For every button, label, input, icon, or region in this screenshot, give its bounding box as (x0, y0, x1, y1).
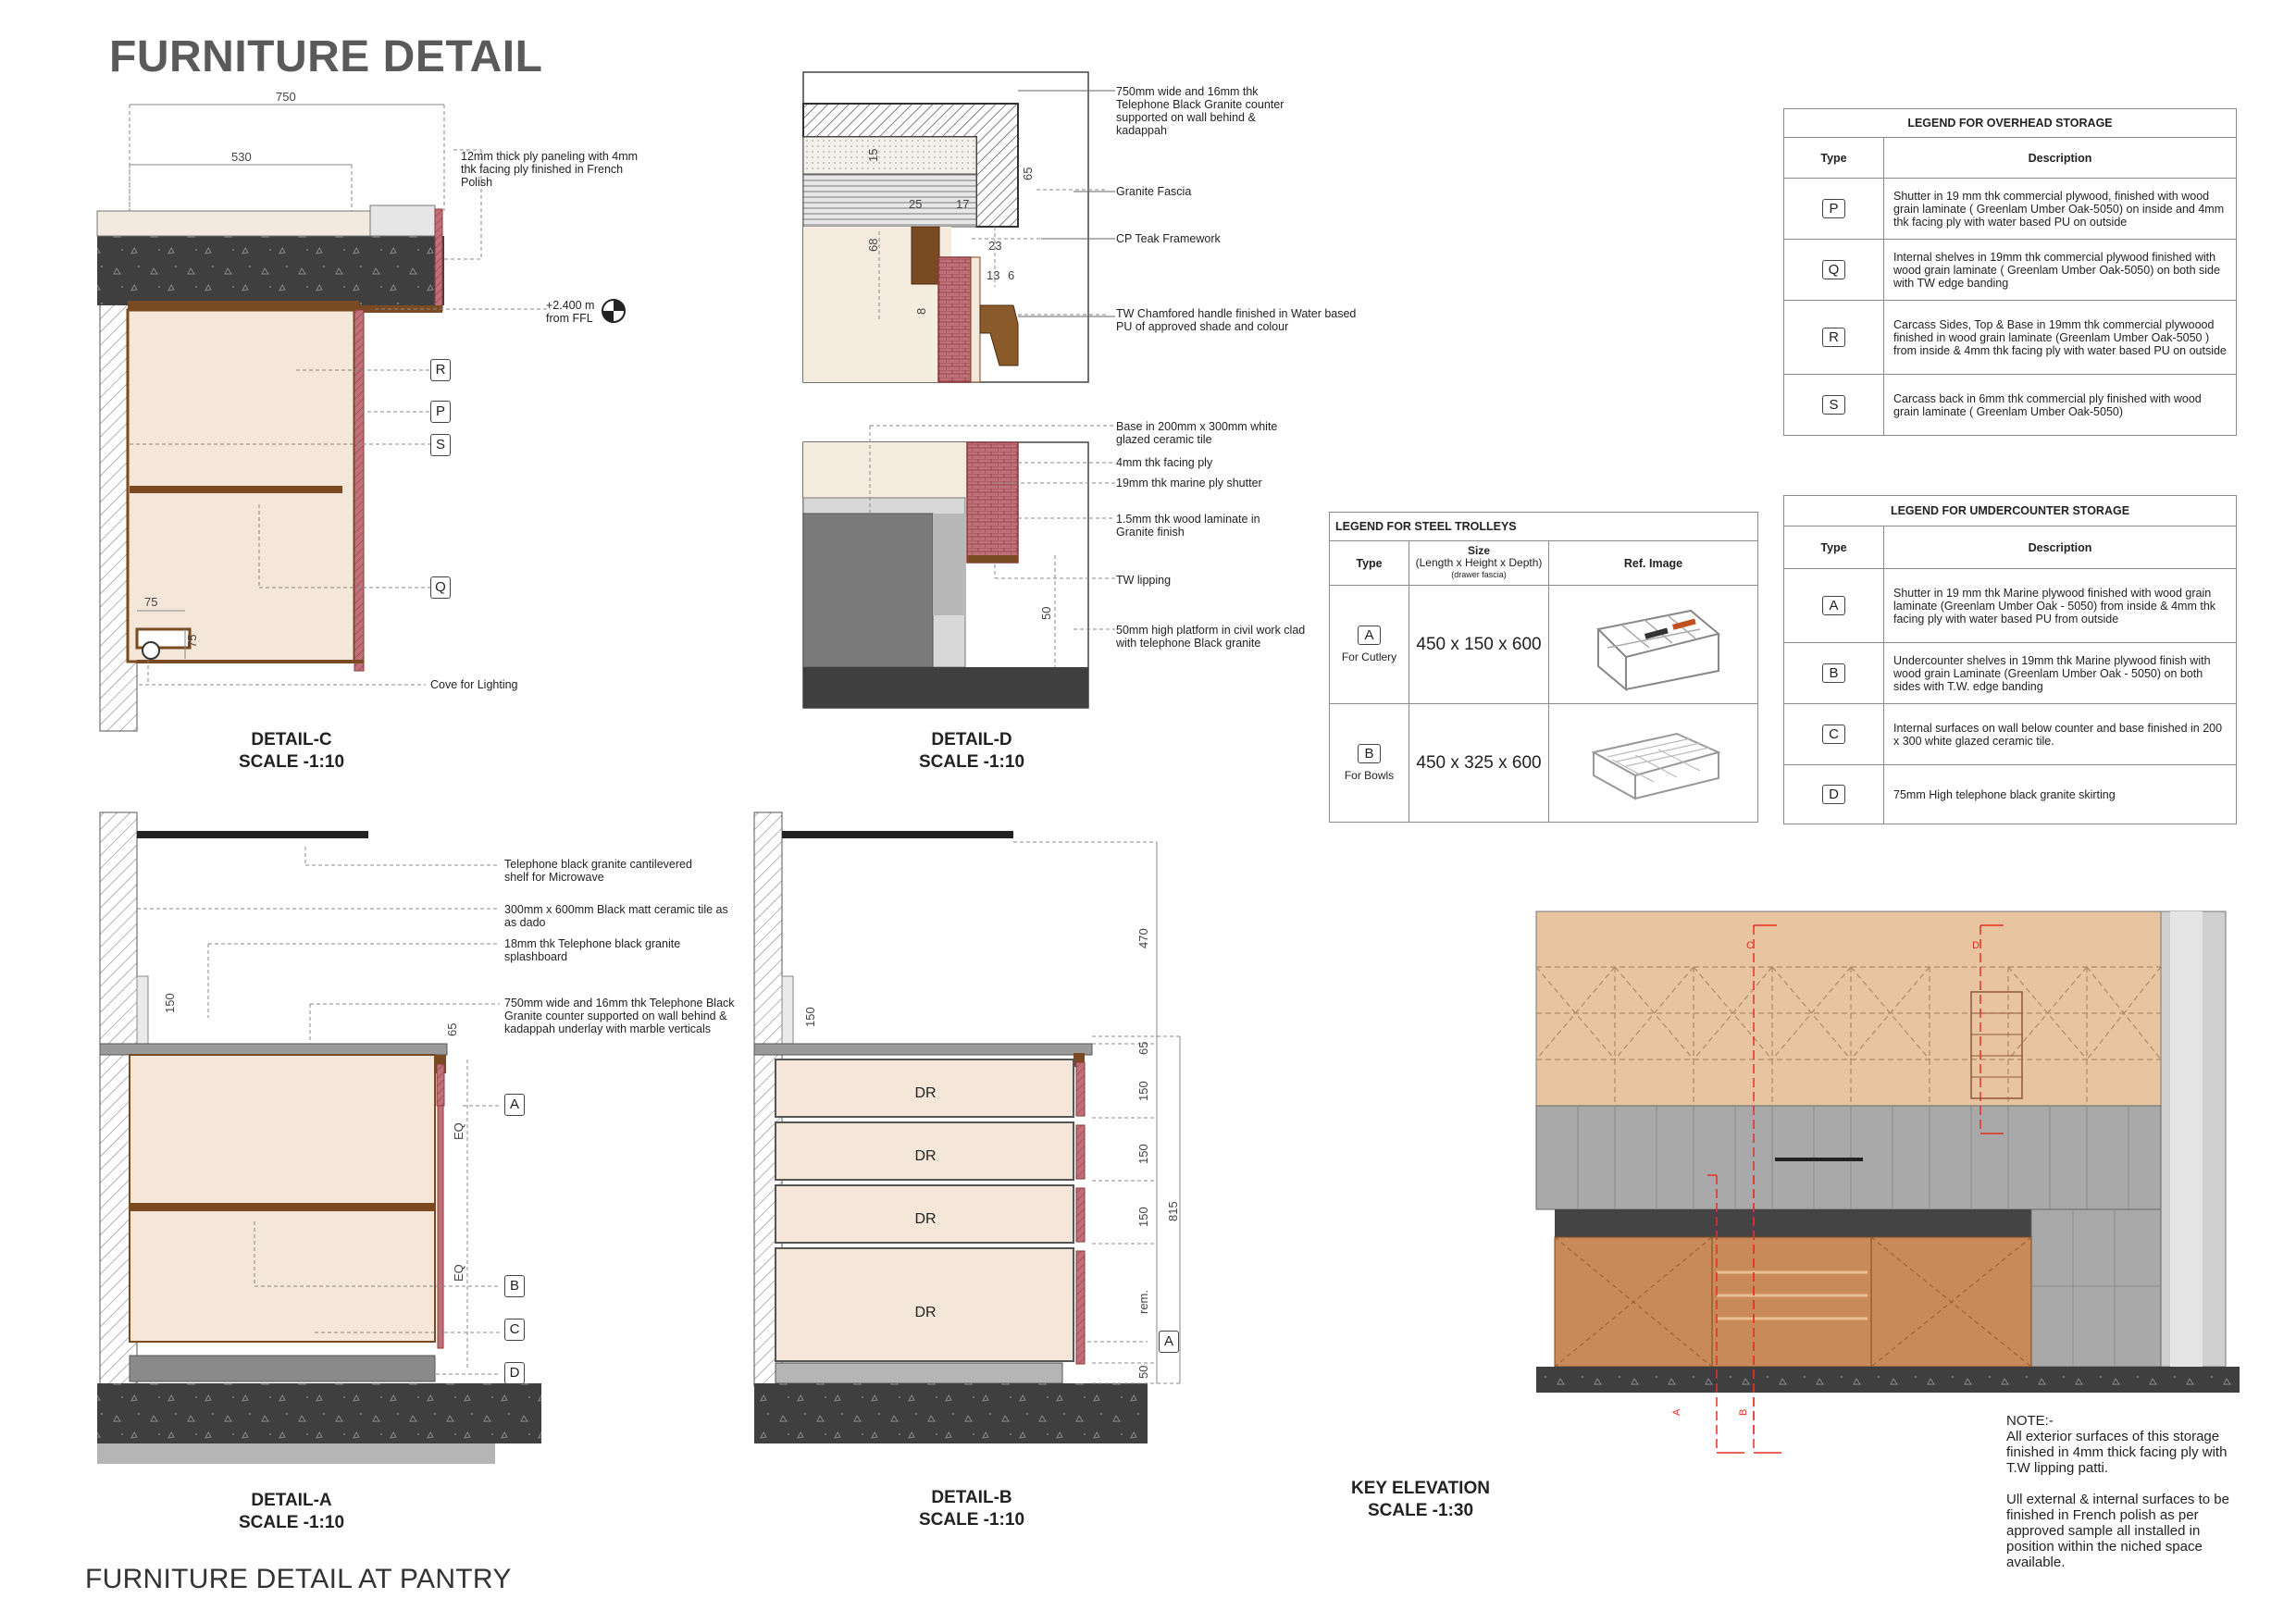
svg-text:50: 50 (1136, 1365, 1150, 1379)
svg-text:50: 50 (1039, 606, 1053, 620)
tag-r: R (430, 359, 451, 381)
drawer-label-3: DR (914, 1211, 937, 1227)
note-d-framework: CP Teak Framework (1116, 232, 1221, 245)
note-d-shutter: 19mm thk marine ply shutter (1116, 477, 1262, 489)
tag-q: Q (430, 576, 451, 599)
svg-text:470: 470 (1136, 928, 1150, 948)
microwave-shelf (137, 831, 368, 838)
dim-750: 750 (276, 90, 296, 104)
svg-text:rem.: rem. (1136, 1290, 1150, 1314)
caption-detail-a: DETAIL-A SCALE -1:10 (238, 1491, 345, 1532)
legend-undercounter: LEGEND FOR UMDERCOUNTER STORAGE Type Description A Shutter in 19 mm thk Marine plywood finished with wood grain laminate (Greenlam Umber Oak - 5050) from inside & 4mm thk facing ply with water based PU from outside B Undercounter shelves in 19mm thk Marine plywood finish with wood grain Laminate (Greenlam Umber Oak - 5050) on both sides with T.W. edge banding C Internal surfaces on wall below counter and base finished in 200 x 300 white glazed ceramic tile. D 75mm High telephone black granite skirting (1783, 495, 2237, 824)
drawer-label-2: DR (914, 1148, 937, 1164)
svg-text:65: 65 (1021, 167, 1035, 180)
caption-detail-c: DETAIL-C SCALE -1:10 (238, 730, 345, 772)
note-a-dado: 300mm x 600mm Black matt ceramic tile as as dado (504, 903, 728, 929)
note-d-fascia: Granite Fascia (1116, 185, 1192, 198)
section-mark-a: A (1671, 1408, 1682, 1416)
detail-c-shelf (130, 486, 342, 493)
dim-75a: 75 (144, 595, 158, 609)
dim-75b: 75 (185, 634, 199, 648)
tag-d: D (504, 1362, 525, 1384)
note-a-counter: 750mm wide and 16mm thk Telephone Black Granite counter supported on wall behind & kadappah underlay with marble verticals (504, 997, 735, 1035)
note-d-counter: 750mm wide and 16mm thk Telephone Black Granite counter supported on wall behind & kadappah (1116, 85, 1285, 137)
level-label: +2.400 m from FFL (546, 299, 595, 325)
svg-text:150: 150 (803, 1007, 817, 1027)
tag-b-a: A (1159, 1331, 1179, 1353)
key-elevation-drawing (1536, 911, 2240, 1453)
key-upper-cabinets (1536, 911, 2161, 1106)
tag-c: C (504, 1319, 525, 1341)
note-d-handle: TW Chamfored handle finished in Water based PU of approved shade and colour (1116, 307, 1357, 333)
legend-trolleys: LEGEND FOR STEEL TROLLEYS Type Size (Length x Height x Depth) (drawer fascia) Ref. Image A For Cutlery 450 x 150 x 600 B For Bowls 450 x 325 x 600 (1329, 512, 1758, 823)
legend-overhead: LEGEND FOR OVERHEAD STORAGE Type Description P Shutter in 19 mm thk commercial plywood, finished with wood grain laminate ( Greenlam Umber Oak-5050) on inside and 4mm thk facing ply with water based PU on outside Q Internal shelves in 19mm thk commercial plywood finished with wood grain laminate ( Greenlam Umber Oak-5050) on both side with TW edge banding R Carcass Sides, Top & Base in 19mm thk commercial plywoood finished in wood grain laminate (Greenlam Umber Oak-5050 ) from inside & 4mm thk facing ply with water based PU on outside S Carcass back in 6mm thk commercial ply finished with wood grain laminate ( Greenlam Umber Oak-5050) (1783, 108, 2237, 436)
svg-text:15: 15 (866, 148, 880, 162)
shutter-section (938, 257, 971, 382)
svg-text:EQ: EQ (452, 1264, 465, 1282)
note-cove: Cove for Lighting (430, 678, 518, 691)
detail-d-upper (803, 72, 1115, 382)
cutlery-basket-image (1580, 592, 1728, 694)
splashboard (137, 976, 148, 1046)
caption-key-elevation: KEY ELEVATION SCALE -1:30 (1351, 1479, 1490, 1520)
svg-text:68: 68 (866, 238, 880, 252)
general-note: NOTE:- All exterior surfaces of this storage finished in 4mm thick facing ply with T.W lipping patti. Ull external & internal surfaces to be finished in French polish as per approved sample all installed in position within the niched space available. (2006, 1413, 2229, 1570)
svg-text:EQ: EQ (452, 1122, 465, 1140)
detail-c-shutter (354, 310, 364, 671)
note-d-facing: 4mm thk facing ply (1116, 456, 1213, 469)
drawer-label-4: DR (914, 1305, 937, 1320)
bowl-basket-image (1580, 715, 1728, 808)
detail-d-lower (803, 426, 1115, 708)
dim-530: 530 (231, 150, 252, 164)
sheet-title: FURNITURE DETAIL (109, 32, 543, 81)
svg-text:150: 150 (1136, 1207, 1150, 1227)
svg-text:65: 65 (1136, 1041, 1150, 1055)
tag-b: B (504, 1275, 525, 1297)
svg-text:25: 25 (909, 197, 923, 211)
cove-light-icon (143, 642, 159, 659)
section-mark-b: B (1738, 1408, 1749, 1416)
svg-text:8: 8 (914, 307, 928, 315)
note-d-platform: 50mm high platform in civil work clad with telephone Black granite (1116, 624, 1306, 650)
svg-text:65: 65 (445, 1022, 459, 1036)
note-a-splash: 18mm thk Telephone black granite splashboard (504, 937, 681, 963)
detail-b-drawing (754, 812, 1180, 1443)
svg-text:150: 150 (1136, 1081, 1150, 1101)
detail-a-counter (100, 1044, 447, 1055)
drawer-label-1: DR (914, 1085, 937, 1101)
footer-title: FURNITURE DETAIL AT PANTRY (85, 1564, 512, 1594)
note-d-base-tile: Base in 200mm x 300mm white glazed ceramic tile (1116, 420, 1278, 446)
detail-c-slab (97, 236, 444, 305)
detail-a-drawing (97, 812, 541, 1464)
note-a-shelf: Telephone black granite cantilevered shelf for Microwave (504, 858, 692, 884)
svg-text:17: 17 (956, 197, 970, 211)
svg-text:150: 150 (1136, 1144, 1150, 1164)
note-paneling: 12mm thick ply paneling with 4mm thk facing ply finished in French Polish (461, 150, 639, 189)
caption-detail-b: DETAIL-B SCALE -1:10 (918, 1488, 1025, 1530)
note-d-laminate: 1.5mm thk wood laminate in Granite finish (1116, 513, 1260, 539)
svg-text:13: 13 (987, 268, 1000, 282)
section-mark-d: D (1972, 940, 1980, 951)
tag-a: A (504, 1094, 525, 1116)
tag-p: P (430, 401, 451, 423)
svg-text:815: 815 (1166, 1201, 1180, 1221)
tag-s: S (430, 434, 451, 456)
svg-text:150: 150 (163, 993, 177, 1013)
svg-text:6: 6 (1008, 268, 1015, 282)
caption-detail-d: DETAIL-D SCALE -1:10 (918, 730, 1025, 772)
note-d-lipping: TW lipping (1116, 574, 1172, 587)
svg-text:23: 23 (988, 239, 1002, 253)
section-mark-c: C (1746, 940, 1754, 951)
